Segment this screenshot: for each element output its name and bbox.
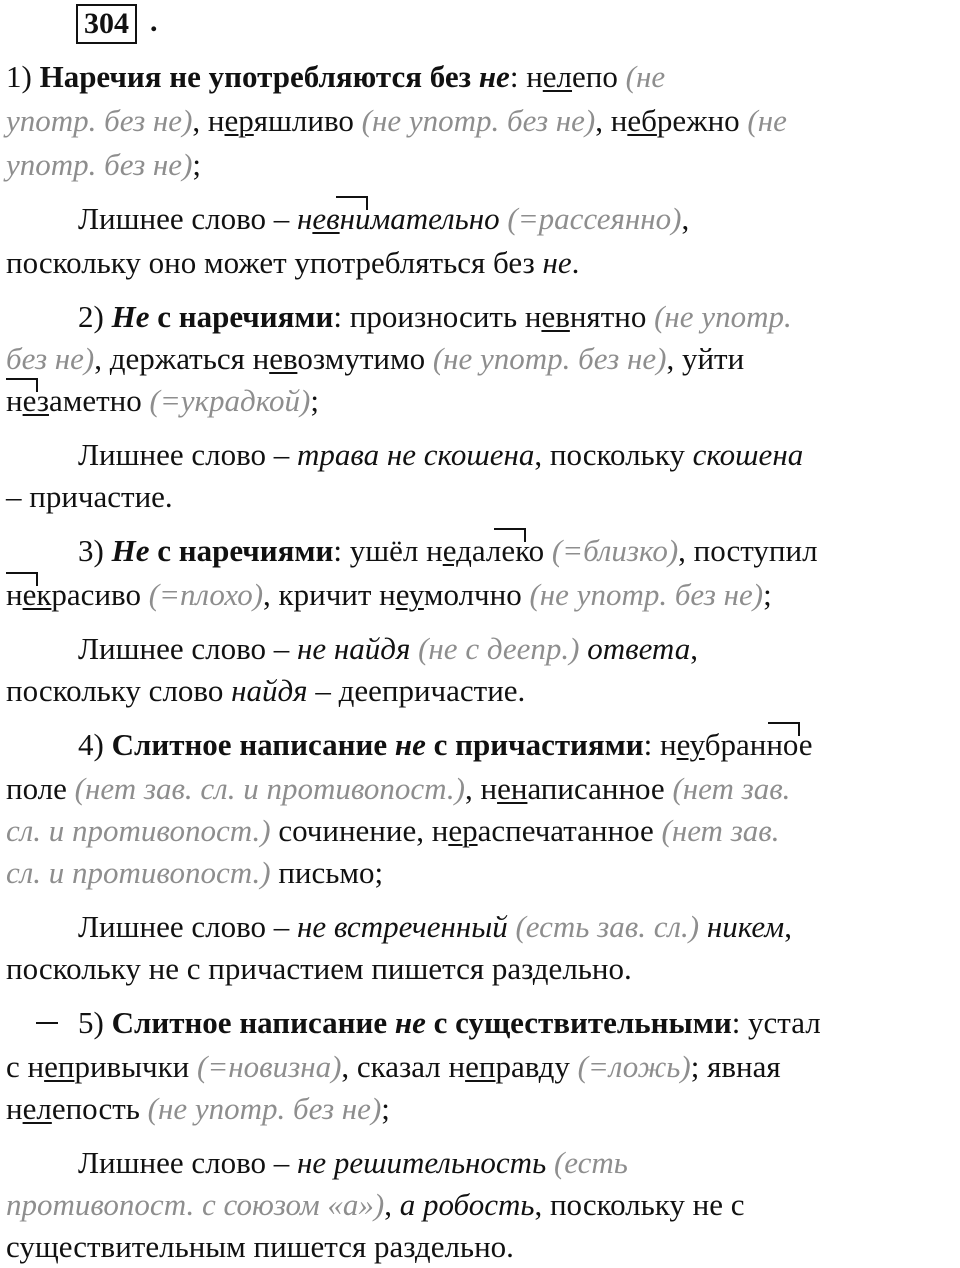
text-fragment: н <box>297 201 313 236</box>
text-fragment: не <box>542 245 572 280</box>
text-fragment: – деепричастие. <box>307 673 526 708</box>
text-fragment: Не <box>111 299 150 334</box>
text-fragment: бранное <box>704 727 813 762</box>
text-fragment: а робость <box>399 1187 535 1222</box>
text-fragment: Лишнее слово – <box>78 1145 297 1180</box>
text-line <box>78 724 813 766</box>
text-fragment: ответа <box>579 631 691 666</box>
text-fragment: , поскольку не с <box>534 1187 745 1222</box>
text-fragment: 2) <box>78 299 112 334</box>
text-fragment: еб <box>627 103 657 138</box>
text-fragment: – причастие. <box>6 479 173 514</box>
grammar-note: (=рассеянно) <box>499 201 682 236</box>
text-fragment: ривычки <box>74 1049 198 1084</box>
text-fragment: нятно <box>569 299 655 334</box>
text-fragment: ед <box>442 533 472 568</box>
text-line <box>6 476 173 518</box>
text-fragment: : произносить н <box>333 299 542 334</box>
text-fragment: н <box>6 383 23 418</box>
text-fragment: ; <box>763 577 772 612</box>
root-mark <box>6 378 38 392</box>
exercise-number-dot: . <box>150 5 158 38</box>
text-fragment: Лишнее слово – <box>78 201 297 236</box>
text-fragment: . <box>571 245 580 280</box>
text-line <box>6 852 383 894</box>
text-fragment: ев <box>312 201 340 236</box>
text-fragment: , н <box>464 771 498 806</box>
text-fragment: , <box>784 909 792 944</box>
text-fragment: Лишнее слово – <box>78 437 297 472</box>
text-fragment: не решительность <box>297 1145 547 1180</box>
grammar-note: употр. без не) <box>6 103 193 138</box>
root-mark <box>768 722 800 736</box>
grammar-note: (не употр. без не) <box>529 577 764 612</box>
text-fragment: никем <box>699 909 785 944</box>
exercise-number-text: 304 <box>84 7 129 40</box>
grammar-note: (не употр. без не) <box>432 341 667 376</box>
text-fragment: аписанное <box>527 771 673 806</box>
grammar-note: (не <box>625 59 666 94</box>
grammar-note: (=близко) <box>551 533 679 568</box>
text-line <box>78 296 792 338</box>
text-fragment: ел <box>22 1091 52 1126</box>
text-fragment: 1) <box>6 59 40 94</box>
text-line <box>6 768 790 810</box>
text-fragment: с н <box>6 1049 45 1084</box>
text-fragment: существительным пишется раздельно. <box>6 1229 514 1264</box>
text-fragment: н <box>6 577 23 612</box>
text-fragment: письмо; <box>270 855 384 890</box>
text-line <box>6 338 744 380</box>
text-fragment: ; явная <box>690 1049 781 1084</box>
text-line <box>6 1088 390 1130</box>
text-fragment: с причастиями <box>425 727 644 762</box>
text-fragment: , <box>690 631 698 666</box>
text-fragment: ; <box>310 383 319 418</box>
text-fragment: Наречия не употребляются без <box>39 59 479 94</box>
text-fragment: н <box>6 1091 23 1126</box>
text-fragment: еу <box>395 577 424 612</box>
text-fragment: с наречиями <box>149 299 334 334</box>
text-fragment: ел <box>542 59 573 94</box>
text-fragment: Слитное написание <box>111 727 395 762</box>
grammar-note: (есть <box>546 1145 628 1180</box>
text-fragment: не встреченный <box>297 909 508 944</box>
root-mark <box>36 1022 58 1036</box>
text-fragment: : устал <box>731 1005 821 1040</box>
text-fragment: Лишнее слово – <box>78 909 297 944</box>
text-fragment: епо <box>572 59 626 94</box>
text-fragment: , <box>384 1187 400 1222</box>
grammar-note: (есть зав. сл.) <box>507 909 700 944</box>
grammar-note: (=плохо) <box>148 577 264 612</box>
grammar-note: (нет зав. <box>672 771 791 806</box>
text-fragment: : н <box>509 59 543 94</box>
text-fragment: ер <box>448 813 478 848</box>
text-fragment: ер <box>224 103 254 138</box>
text-fragment: трава не скошена <box>297 437 535 472</box>
text-fragment: аспечатанное <box>477 813 662 848</box>
grammar-note: без не) <box>6 341 95 376</box>
root-mark <box>494 528 526 542</box>
text-fragment: режно <box>656 103 748 138</box>
grammar-note: (не употр. без не) <box>361 103 596 138</box>
text-fragment: поле <box>6 771 75 806</box>
text-fragment: озмутимо <box>297 341 433 376</box>
text-line <box>6 670 525 712</box>
text-fragment: ев <box>269 341 298 376</box>
text-fragment: , н <box>595 103 628 138</box>
grammar-note: (не употр. без не) <box>147 1091 382 1126</box>
text-fragment: нимательно <box>339 201 500 236</box>
text-line <box>78 434 803 476</box>
text-fragment: поскольку слово <box>6 673 232 708</box>
grammar-note: (не <box>747 103 787 138</box>
text-fragment: ек <box>22 577 52 612</box>
text-fragment: 3) <box>78 533 112 568</box>
text-line <box>6 810 780 852</box>
text-line <box>6 144 201 186</box>
text-fragment: : ушёл н <box>333 533 443 568</box>
text-fragment: не <box>394 727 426 762</box>
text-fragment: , держаться н <box>94 341 270 376</box>
text-fragment: ; <box>381 1091 390 1126</box>
grammar-note: (нет зав. <box>661 813 780 848</box>
text-line <box>78 1002 821 1044</box>
text-line <box>78 906 792 948</box>
text-line <box>78 530 818 572</box>
text-fragment: не <box>394 1005 426 1040</box>
text-fragment: Лишнее слово – <box>78 631 297 666</box>
root-mark <box>6 572 38 586</box>
grammar-note: употр. без не) <box>6 147 193 182</box>
text-fragment: , поскольку <box>534 437 693 472</box>
text-fragment: , <box>681 201 690 236</box>
text-line <box>6 380 319 422</box>
text-fragment: расиво <box>51 577 149 612</box>
grammar-note: (=ложь) <box>577 1049 691 1084</box>
text-fragment: еп <box>44 1049 75 1084</box>
text-fragment: , сказал н <box>341 1049 466 1084</box>
text-fragment: : н <box>643 727 677 762</box>
text-fragment: ен <box>497 771 528 806</box>
text-fragment: аметно <box>48 383 150 418</box>
text-fragment: , поступил <box>678 533 818 568</box>
text-line <box>6 242 579 284</box>
text-line <box>6 948 632 990</box>
text-fragment: , кричит н <box>263 577 396 612</box>
grammar-note: (не с деепр.) <box>410 631 580 666</box>
text-fragment: с наречиями <box>149 533 334 568</box>
text-line <box>78 628 698 670</box>
text-line <box>78 198 689 240</box>
text-fragment: еу <box>676 727 705 762</box>
text-fragment: Не <box>111 533 150 568</box>
text-line <box>6 1184 745 1226</box>
grammar-note: (=украдкой) <box>149 383 311 418</box>
grammar-note: противопост. с союзом «а») <box>6 1187 385 1222</box>
text-fragment: , уйти <box>666 341 745 376</box>
text-fragment: найдя <box>231 673 308 708</box>
text-fragment: яшливо <box>253 103 362 138</box>
grammar-note: сл. и противопост.) <box>6 813 271 848</box>
text-line <box>78 1142 628 1184</box>
text-line <box>6 100 787 142</box>
text-fragment: епость <box>51 1091 148 1126</box>
text-fragment: сочинение, н <box>270 813 449 848</box>
text-fragment: поскольку оно может употребляться без <box>6 245 543 280</box>
root-mark <box>336 196 368 210</box>
text-fragment: не найдя <box>297 631 411 666</box>
grammar-note: (не употр. <box>654 299 792 334</box>
text-fragment: Слитное написание <box>111 1005 395 1040</box>
text-fragment: ез <box>22 383 49 418</box>
text-fragment: молчно <box>423 577 530 612</box>
text-fragment: алеко <box>471 533 552 568</box>
text-line <box>6 1226 514 1268</box>
text-fragment: ев <box>541 299 570 334</box>
text-fragment: , н <box>192 103 225 138</box>
text-fragment: не <box>478 59 510 94</box>
exercise-number <box>76 4 137 44</box>
text-fragment: 5) <box>78 1005 112 1040</box>
text-fragment: с существительными <box>425 1005 732 1040</box>
text-line <box>6 574 772 616</box>
grammar-note: (нет зав. сл. и противопост.) <box>74 771 465 806</box>
text-fragment: скошена <box>692 437 804 472</box>
text-fragment: ; <box>192 147 202 182</box>
text-line <box>6 56 665 98</box>
text-line <box>6 1046 781 1088</box>
text-fragment: 4) <box>78 727 112 762</box>
text-fragment: поскольку не с причастием пишется раздельно. <box>6 951 632 986</box>
text-fragment: равду <box>495 1049 578 1084</box>
grammar-note: сл. и противопост.) <box>6 855 271 890</box>
text-fragment: еп <box>465 1049 496 1084</box>
grammar-note: (=новизна) <box>197 1049 342 1084</box>
